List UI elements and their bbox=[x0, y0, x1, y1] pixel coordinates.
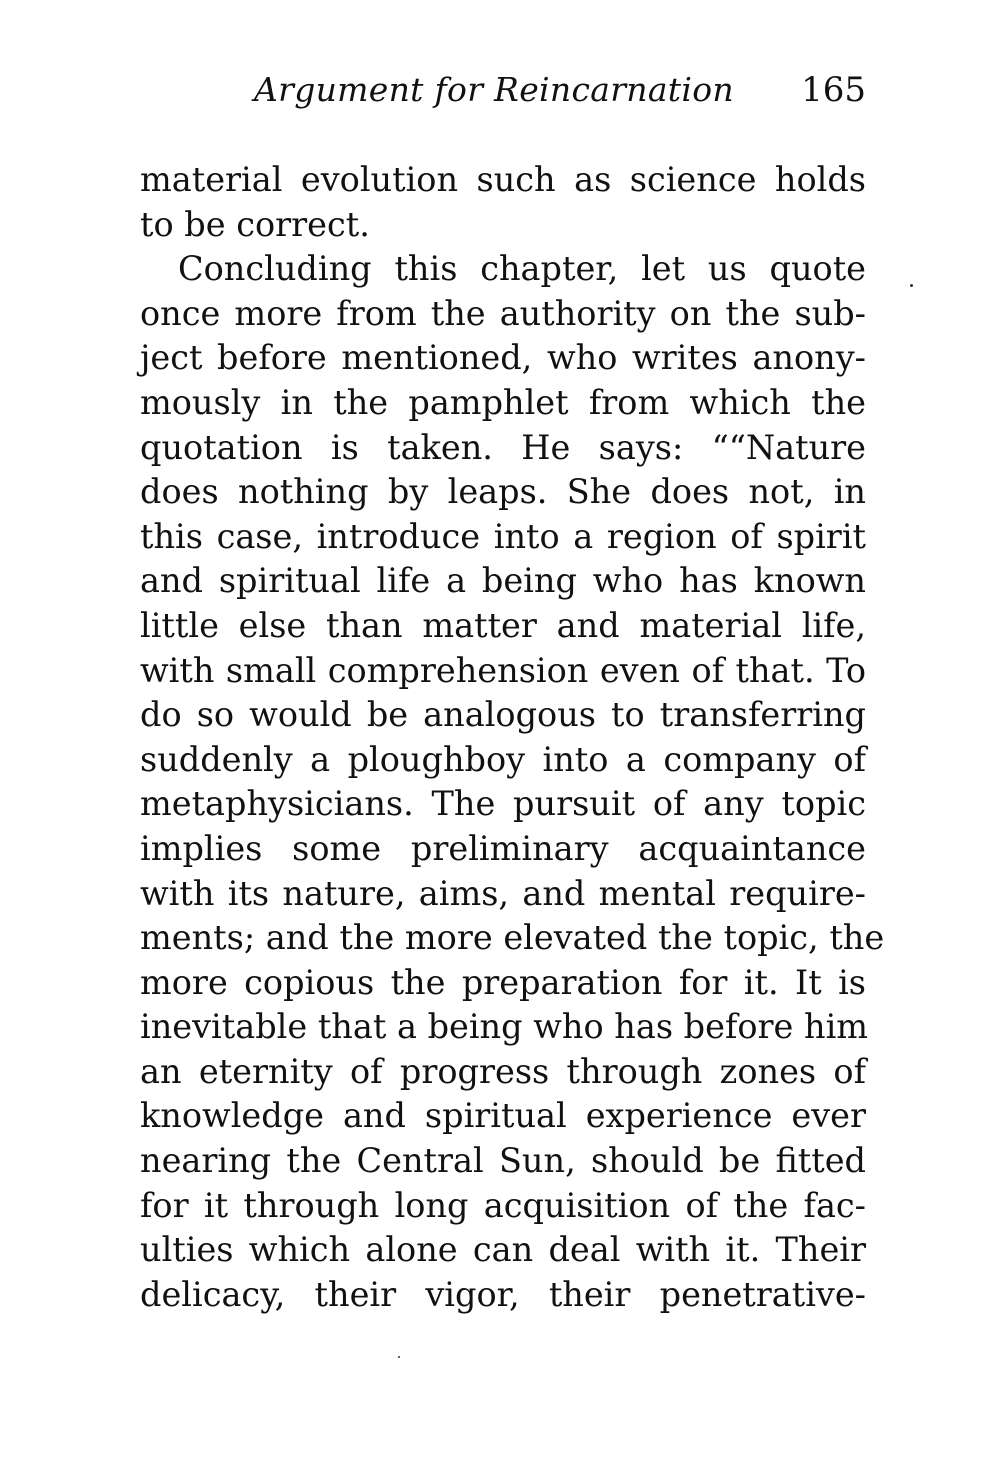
text-line: with its nature, aims, and mental require- bbox=[140, 873, 866, 913]
print-speck bbox=[910, 284, 913, 287]
text-line: material evolution such as science holds bbox=[140, 160, 866, 199]
text-line: nearing the Central Sun, should be fitted bbox=[140, 1141, 866, 1181]
text-line: an eternity of progress through zones of bbox=[140, 1051, 866, 1091]
running-header bbox=[138, 70, 866, 118]
text-line: for it through long acquisition of the fac- bbox=[140, 1185, 866, 1225]
running-title: Argument for Reincarnation bbox=[254, 70, 734, 109]
text-line: with small comprehension even of that. To bbox=[140, 650, 866, 690]
paragraph-first-line: Concluding this chapter, let us quote bbox=[178, 249, 866, 289]
text-line: mously in the pamphlet from which the bbox=[140, 382, 866, 422]
text-line: ulties which alone can deal with it. Their bbox=[140, 1230, 866, 1270]
text-line: does nothing by leaps. She does not, in bbox=[140, 472, 866, 512]
text-line: once more from the authority on the sub- bbox=[140, 293, 866, 333]
text-line: inevitable that a being who has before him bbox=[140, 1007, 869, 1047]
text-line: ments; and the more elevated the topic, the bbox=[140, 918, 885, 958]
text-line: do so would be analogous to transferring bbox=[140, 695, 866, 735]
page-content bbox=[140, 70, 885, 1314]
text-line: delicacy, their vigor, their penetrative- bbox=[140, 1274, 866, 1314]
text-line: and spiritual life a being who has known bbox=[140, 561, 866, 601]
text-line: this case, introduce into a region of spirit bbox=[140, 516, 866, 556]
text-line: metaphysicians. The pursuit of any topic bbox=[140, 784, 866, 824]
text-line: more copious the preparation for it. It is bbox=[140, 962, 866, 1002]
text-line: knowledge and spiritual experience ever bbox=[140, 1096, 866, 1136]
body-text bbox=[140, 158, 885, 1317]
text-line: ject before mentioned, who writes anony- bbox=[140, 338, 866, 378]
page-number: 165 bbox=[801, 70, 866, 110]
text-line: little else than matter and material life, bbox=[140, 605, 866, 645]
text-line: quotation is taken. He says: ““Nature bbox=[140, 427, 866, 467]
text-line: suddenly a ploughboy into a company of bbox=[140, 739, 866, 779]
text-line: implies some preliminary acquaintance bbox=[140, 828, 866, 868]
text-line: to be correct. bbox=[140, 204, 370, 244]
print-speck bbox=[398, 1356, 400, 1358]
